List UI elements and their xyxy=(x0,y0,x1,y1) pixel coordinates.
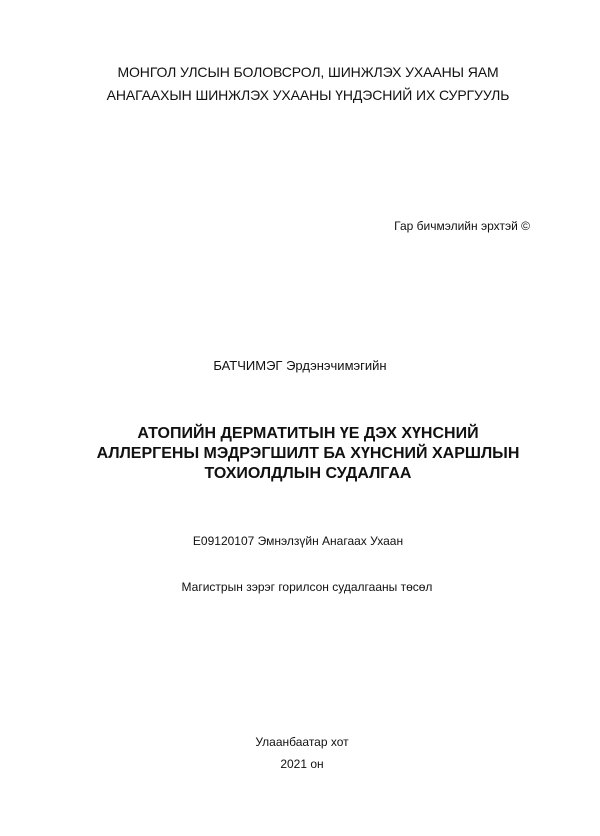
university-name: АНАГААХЫН ШИНЖЛЭХ УХААНЫ ҮНДЭСНИЙ ИХ СУРГУУЛЬ xyxy=(106,87,510,103)
ministry-name: МОНГОЛ УЛСЫН БОЛОВСРОЛ, ШИНЖЛЭХ УХААНЫ ЯАМ xyxy=(117,64,499,80)
program-code: E09120107 Эмнэлзүйн Анагаах Ухаан xyxy=(192,534,404,548)
thesis-title xyxy=(0,424,600,484)
author-name: БАТЧИМЭГ Эрдэнэчимэгийн xyxy=(213,358,387,373)
year: 2021 он xyxy=(280,757,324,771)
city: Улаанбаатар хот xyxy=(255,735,349,749)
thesis-title-line-3: ТОХИОЛДЛЫН СУДАЛГАА xyxy=(204,465,412,482)
thesis-title-line-1: АТОПИЙН ДЕРМАТИТЫН ҮЕ ДЭХ ХҮНСНИЙ xyxy=(137,425,479,442)
thesis-title-line-2: АЛЛЕРГЕНЫ МЭДРЭГШИЛТ БА ХҮНСНИЙ ХАРШЛЫН xyxy=(96,445,520,462)
degree-description: Магистрын зэрэг горилсон судалгааны төсөл xyxy=(181,580,433,594)
copyright-note: Гар бичмэлийн эрхтэй © xyxy=(394,219,530,233)
